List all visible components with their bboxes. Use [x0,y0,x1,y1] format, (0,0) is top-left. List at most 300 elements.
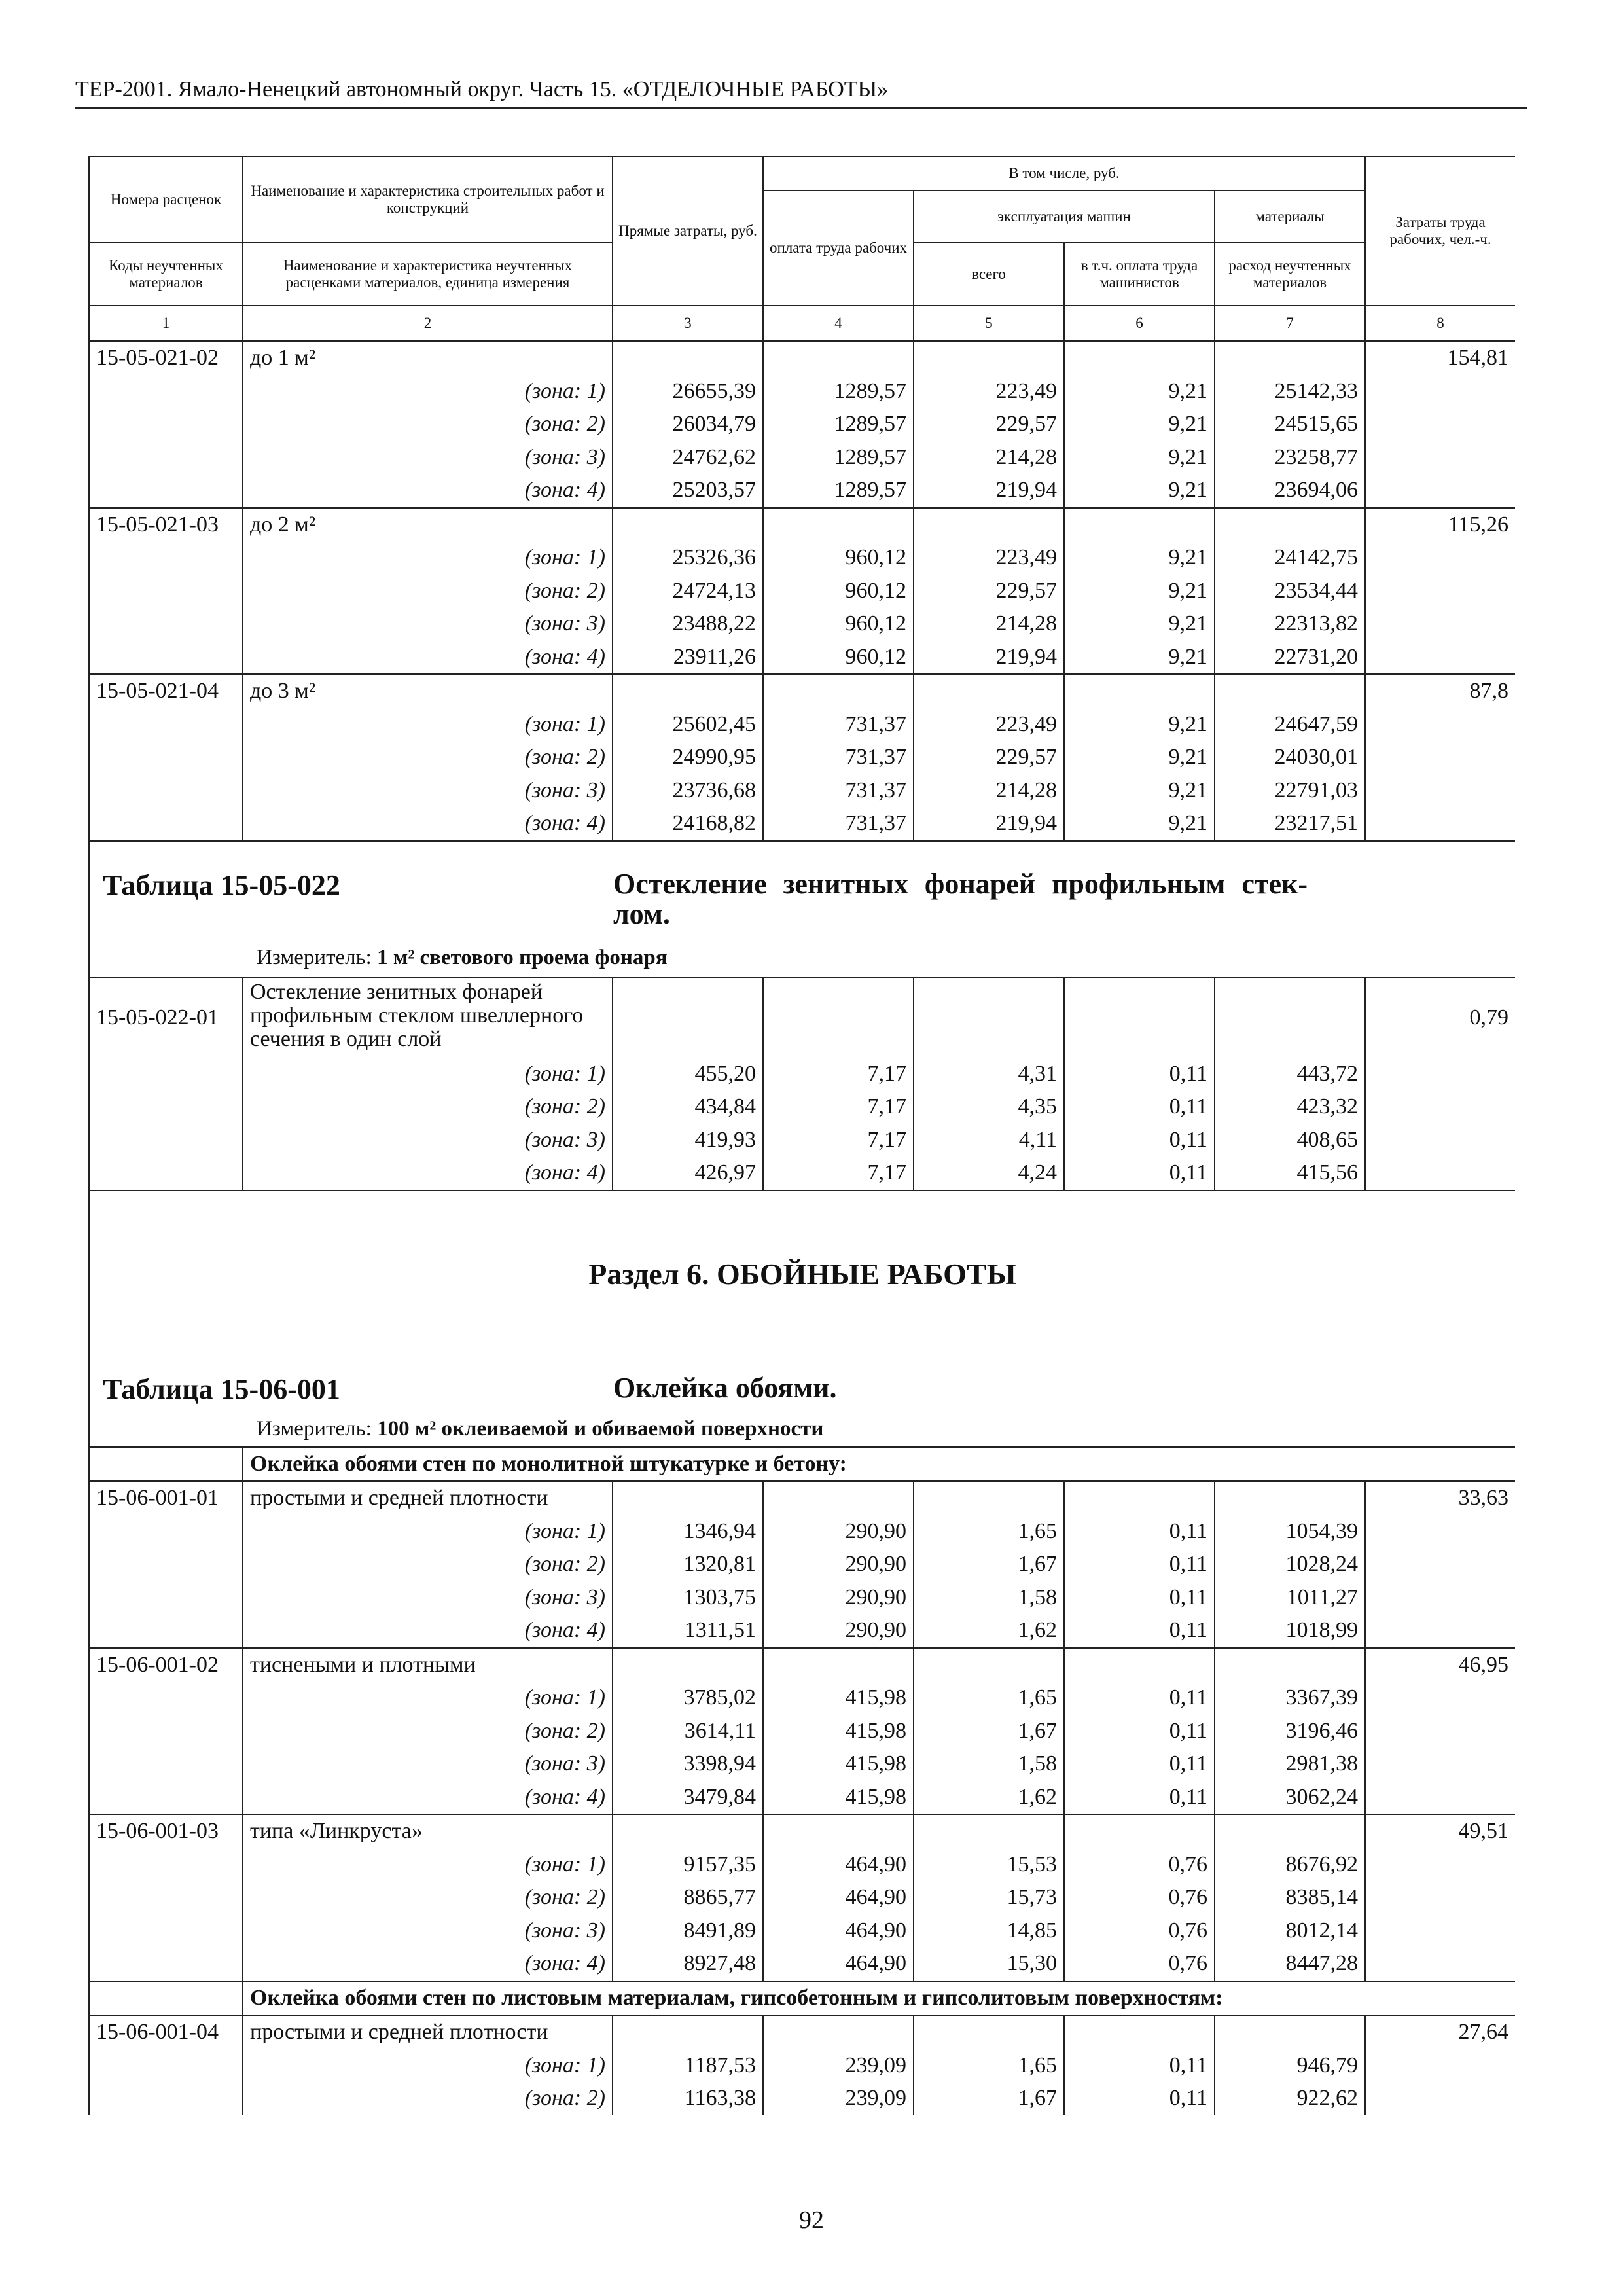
col-machines-wages: в т.ч. оплата труда машинистов [1064,243,1215,306]
col-number: 6 [1064,306,1215,341]
section-title: Раздел 6. ОБОЙНЫЕ РАБОТЫ [588,1257,1016,1291]
machines-cost: 1,62 [914,1614,1064,1648]
rate-row [89,508,1515,542]
zone-label: (зона: 4) [243,1947,613,1981]
machines-cost: 223,49 [914,708,1064,742]
cell-empty [1365,408,1515,441]
machines-wages-cost: 9,21 [1064,541,1215,575]
direct-cost: 24168,82 [613,807,763,841]
zone-row [89,1614,1515,1648]
machines-cost: 229,57 [914,741,1064,774]
cell-empty [89,774,243,808]
zone-row [89,1681,1515,1715]
cell-empty [89,607,243,641]
cell-empty [613,1648,763,1682]
wages-cost: 464,90 [763,1881,914,1914]
cell-empty [1365,641,1515,675]
wages-cost: 290,90 [763,1581,914,1615]
cell-empty [1365,575,1515,608]
machines-wages-cost: 0,11 [1064,2082,1215,2115]
direct-cost: 1311,51 [613,1614,763,1648]
machines-cost: 229,57 [914,575,1064,608]
cell-empty [89,408,243,441]
machines-wages-cost: 9,21 [1064,607,1215,641]
zone-row [89,1124,1515,1157]
zone-label: (зона: 4) [243,641,613,675]
zone-row [89,1947,1515,1981]
cell-empty [1064,341,1215,375]
rate-code: 15-06-001-01 [89,1481,243,1515]
wages-cost: 731,37 [763,708,914,742]
machines-cost: 14,85 [914,1914,1064,1948]
machines-cost: 4,31 [914,1058,1064,1091]
zone-label: (зона: 3) [243,774,613,808]
col-number: 1 [89,306,243,341]
cell-empty [914,1481,1064,1515]
materials-cost: 8012,14 [1215,1914,1365,1948]
machines-cost: 1,65 [914,1681,1064,1715]
zone-label: (зона: 2) [243,575,613,608]
zone-label: (зона: 1) [243,1681,613,1715]
cell-empty [914,2015,1064,2049]
cell-empty [1064,2015,1215,2049]
machines-wages-cost: 0,11 [1064,1581,1215,1615]
zone-label: (зона: 2) [243,1548,613,1581]
wages-cost: 7,17 [763,1090,914,1124]
cell-empty [1365,1681,1515,1715]
cell-empty [89,807,243,841]
machines-cost: 15,73 [914,1881,1064,1914]
cell-empty [914,341,1064,375]
subsection-title: Оклейка обоями стен по монолитной штукатурке и бетону: [243,1447,1515,1482]
labor-cost: 46,95 [1365,1648,1515,1682]
zone-label: (зона: 1) [243,1058,613,1091]
machines-wages-cost: 0,11 [1064,1781,1215,1815]
wages-cost: 1289,57 [763,441,914,475]
direct-cost: 3785,02 [613,1681,763,1715]
cell-empty [89,2049,243,2083]
machines-wages-cost: 9,21 [1064,708,1215,742]
machines-wages-cost: 9,21 [1064,641,1215,675]
materials-cost: 23258,77 [1215,441,1365,475]
labor-cost: 49,51 [1365,1814,1515,1848]
rate-code: 15-05-021-02 [89,341,243,375]
col-direct: Прямые затраты, руб. [613,156,763,306]
direct-cost: 1303,75 [613,1581,763,1615]
zone-row [89,641,1515,675]
zone-label: (зона: 1) [243,708,613,742]
band-table-022 [89,841,1515,977]
direct-cost: 26034,79 [613,408,763,441]
rate-name: до 2 м² [243,508,613,542]
rate-code: 15-06-001-04 [89,2015,243,2049]
table-title-line: лом. [613,897,670,930]
rate-name: типа «Линкруста» [243,1814,613,1848]
zone-label: (зона: 1) [243,2049,613,2083]
rate-name: Остекление зенитных фонарей профильным стеклом швеллерного сечения в один слой [243,977,613,1058]
table-label: Таблица 15-06-001 [103,1372,340,1405]
zone-label: (зона: 4) [243,1614,613,1648]
cell-empty [763,977,914,1058]
labor-cost: 0,79 [1365,977,1515,1058]
direct-cost: 24724,13 [613,575,763,608]
wages-cost: 290,90 [763,1515,914,1549]
machines-cost: 219,94 [914,474,1064,508]
measure-unit: 100 м² оклеиваемой и обиваемой поверхности [377,1416,824,1441]
cell-empty [89,1748,243,1781]
wages-cost: 415,98 [763,1781,914,1815]
col-name-top: Наименование и характеристика строительных работ и конструкций [243,156,613,243]
machines-cost: 1,67 [914,1548,1064,1581]
direct-cost: 9157,35 [613,1848,763,1882]
cell-empty [613,1481,763,1515]
wages-cost: 415,98 [763,1681,914,1715]
zone-label: (зона: 2) [243,1715,613,1748]
col-number: 3 [613,306,763,341]
machines-wages-cost: 9,21 [1064,474,1215,508]
direct-cost: 3479,84 [613,1781,763,1815]
table-title-line: Остекление зенитных фонарей профильным стек- [613,867,1308,900]
direct-cost: 25602,45 [613,708,763,742]
cell-empty [1365,1515,1515,1549]
materials-cost: 24647,59 [1215,708,1365,742]
wages-cost: 415,98 [763,1715,914,1748]
machines-wages-cost: 0,11 [1064,1614,1215,1648]
direct-cost: 24762,62 [613,441,763,475]
cell-empty [1215,508,1365,542]
materials-cost: 2981,38 [1215,1748,1365,1781]
rate-row [89,1648,1515,1682]
cell-empty [89,1848,243,1882]
zone-label: (зона: 1) [243,541,613,575]
machines-wages-cost: 9,21 [1064,741,1215,774]
cell-empty [89,1124,243,1157]
materials-cost: 8385,14 [1215,1881,1365,1914]
cell-empty [1365,1881,1515,1914]
col-code-top: Номера расценок [89,156,243,243]
materials-cost: 24515,65 [1215,408,1365,441]
direct-cost: 1187,53 [613,2049,763,2083]
zone-label: (зона: 4) [243,807,613,841]
cell-empty [89,575,243,608]
cell-empty [763,674,914,708]
col-materials: материалы [1215,190,1365,243]
zone-label: (зона: 2) [243,2082,613,2115]
groups-c [89,1481,1515,1981]
wages-cost: 7,17 [763,1058,914,1091]
machines-wages-cost: 0,76 [1064,1848,1215,1882]
materials-cost: 3062,24 [1215,1781,1365,1815]
machines-cost: 219,94 [914,641,1064,675]
col-number: 4 [763,306,914,341]
labor-cost: 115,26 [1365,508,1515,542]
machines-cost: 1,65 [914,1515,1064,1549]
machines-cost: 219,94 [914,807,1064,841]
zone-row [89,408,1515,441]
zone-row [89,1914,1515,1948]
machines-wages-cost: 0,76 [1064,1914,1215,1948]
cell-empty [1365,2049,1515,2083]
cell-empty [763,1814,914,1848]
cell-empty [1215,1814,1365,1848]
cell-empty [1365,1715,1515,1748]
materials-cost: 22791,03 [1215,774,1365,808]
machines-cost: 214,28 [914,774,1064,808]
col-number: 2 [243,306,613,341]
wages-cost: 960,12 [763,607,914,641]
materials-cost: 23694,06 [1215,474,1365,508]
cell-empty [1365,474,1515,508]
cell-empty [1064,977,1215,1058]
labor-cost: 27,64 [1365,2015,1515,2049]
table-title: Оклейка обоями. [613,1371,837,1404]
labor-cost: 33,63 [1365,1481,1515,1515]
cell-empty [89,1881,243,1914]
measure-prefix: Измеритель: [257,945,372,969]
labor-cost: 154,81 [1365,341,1515,375]
cell-empty [1365,774,1515,808]
cell-empty [89,474,243,508]
cell-empty [613,2015,763,2049]
machines-wages-cost: 0,11 [1064,1515,1215,1549]
direct-cost: 426,97 [613,1157,763,1191]
cell-empty [1365,708,1515,742]
zone-row [89,2082,1515,2115]
rate-name: простыми и средней плотности [243,1481,613,1515]
machines-cost: 4,24 [914,1157,1064,1191]
wages-cost: 464,90 [763,1947,914,1981]
zone-label: (зона: 4) [243,1157,613,1191]
zone-row [89,2049,1515,2083]
materials-cost: 946,79 [1215,2049,1365,2083]
wages-cost: 1289,57 [763,408,914,441]
machines-wages-cost: 9,21 [1064,807,1215,841]
rate-row [89,1814,1515,1848]
cell-empty [763,1481,914,1515]
direct-cost: 8927,48 [613,1947,763,1981]
rate-code: 15-05-021-04 [89,674,243,708]
col-machines-total: всего [914,243,1064,306]
machines-cost: 223,49 [914,541,1064,575]
cell-empty [89,1548,243,1581]
rate-name: простыми и средней плотности [243,2015,613,2049]
zone-label: (зона: 2) [243,741,613,774]
cell-empty [1365,1058,1515,1091]
materials-cost: 1028,24 [1215,1548,1365,1581]
direct-cost: 434,84 [613,1090,763,1124]
machines-wages-cost: 9,21 [1064,375,1215,408]
materials-cost: 408,65 [1215,1124,1365,1157]
cell-empty [1365,1614,1515,1648]
direct-cost: 1163,38 [613,2082,763,2115]
col-incl: В том числе, руб. [763,156,1365,190]
cell-empty [914,508,1064,542]
zone-row [89,1881,1515,1914]
direct-cost: 24990,95 [613,741,763,774]
cell-empty [1365,1124,1515,1157]
rate-row [89,674,1515,708]
materials-cost: 3196,46 [1215,1715,1365,1748]
direct-cost: 23736,68 [613,774,763,808]
machines-cost: 1,65 [914,2049,1064,2083]
machines-wages-cost: 9,21 [1064,408,1215,441]
col-number: 8 [1365,306,1515,341]
cell-empty [89,1515,243,1549]
cell-empty [89,1614,243,1648]
wages-cost: 1289,57 [763,375,914,408]
cell-empty [763,2015,914,2049]
zone-row [89,474,1515,508]
zone-row [89,1058,1515,1091]
cell-empty [89,441,243,475]
materials-cost: 22313,82 [1215,607,1365,641]
materials-cost: 25142,33 [1215,375,1365,408]
cell-empty [613,674,763,708]
cell-empty [89,708,243,742]
col-name-bottom: Наименование и характеристика неучтенных расценками материалов, единица измерения [243,243,613,306]
zone-row [89,708,1515,742]
zone-row [89,807,1515,841]
groups-a [89,341,1515,841]
cell-empty [1365,1781,1515,1815]
zone-label: (зона: 3) [243,1581,613,1615]
machines-wages-cost: 0,11 [1064,1715,1215,1748]
cell-empty [613,341,763,375]
zone-label: (зона: 2) [243,1881,613,1914]
wages-cost: 731,37 [763,807,914,841]
band-subtitle-2 [89,1981,1515,2016]
col-number: 5 [914,306,1064,341]
materials-cost: 24142,75 [1215,541,1365,575]
wages-cost: 239,09 [763,2082,914,2115]
col-code-bottom: Коды неучтенных материалов [89,243,243,306]
machines-cost: 214,28 [914,607,1064,641]
zone-label: (зона: 2) [243,1090,613,1124]
cell-empty [89,541,243,575]
wages-cost: 7,17 [763,1124,914,1157]
cell-empty [89,1157,243,1191]
direct-cost: 3614,11 [613,1715,763,1748]
machines-wages-cost: 0,11 [1064,1157,1215,1191]
machines-wages-cost: 0,11 [1064,2049,1215,2083]
zone-row [89,1157,1515,1191]
rate-code: 15-05-021-03 [89,508,243,542]
machines-cost: 1,67 [914,1715,1064,1748]
zone-label: (зона: 3) [243,441,613,475]
cell-empty [1215,1481,1365,1515]
machines-wages-cost: 0,11 [1064,1548,1215,1581]
cell-empty [1365,1548,1515,1581]
cell-empty [89,1781,243,1815]
zone-row [89,1581,1515,1615]
page-number: 92 [799,2206,824,2234]
cell-empty [1365,607,1515,641]
materials-cost: 22731,20 [1215,641,1365,675]
wages-cost: 464,90 [763,1848,914,1882]
cell-empty [1365,1157,1515,1191]
wages-cost: 960,12 [763,641,914,675]
zone-row [89,541,1515,575]
materials-cost: 415,56 [1215,1157,1365,1191]
cell-empty [1215,674,1365,708]
zone-row [89,607,1515,641]
table-title [613,869,1308,929]
cell-empty [89,1090,243,1124]
col-wages: оплата труда рабочих [763,190,914,306]
col-machines: эксплуатация машин [914,190,1215,243]
wages-cost: 290,90 [763,1548,914,1581]
subsection-title: Оклейка обоями стен по листовым материалам, гипсобетонным и гипсолитовым поверхностям: [243,1981,1515,2016]
wages-cost: 7,17 [763,1157,914,1191]
wages-cost: 290,90 [763,1614,914,1648]
table-measure [257,941,668,974]
zone-row [89,441,1515,475]
materials-cost: 1018,99 [1215,1614,1365,1648]
direct-cost: 26655,39 [613,375,763,408]
table-label: Таблица 15-05-022 [103,869,340,901]
page-header: ТЕР-2001. Ямало-Ненецкий автономный округ. Часть 15. «ОТДЕЛОЧНЫЕ РАБОТЫ» [75,77,1527,109]
materials-cost: 1011,27 [1215,1581,1365,1615]
materials-cost: 3367,39 [1215,1681,1365,1715]
labor-cost: 87,8 [1365,674,1515,708]
cell-empty [1215,1648,1365,1682]
zone-row [89,1515,1515,1549]
cell-empty [1064,508,1215,542]
cell-empty [914,1648,1064,1682]
cell-empty [89,1581,243,1615]
rate-row [89,977,1515,1058]
direct-cost: 455,20 [613,1058,763,1091]
cell-empty [89,1715,243,1748]
zone-label: (зона: 3) [243,1124,613,1157]
measure-unit: 1 м² светового проема фонаря [377,945,668,969]
machines-cost: 223,49 [914,375,1064,408]
machines-cost: 1,67 [914,2082,1064,2115]
machines-cost: 4,35 [914,1090,1064,1124]
machines-cost: 1,58 [914,1581,1064,1615]
cell-empty [914,674,1064,708]
cell-empty [1064,674,1215,708]
zone-row [89,375,1515,408]
cell-empty [613,1814,763,1848]
cell-empty [763,1648,914,1682]
zone-row [89,1781,1515,1815]
cell-empty [763,508,914,542]
col-number: 7 [1215,306,1365,341]
cell-empty [1365,741,1515,774]
groups-b [89,977,1515,1191]
rate-name: тиснеными и плотными [243,1648,613,1682]
cell-empty [613,977,763,1058]
zone-label: (зона: 1) [243,1515,613,1549]
cell-empty [1365,2082,1515,2115]
band-section-6 [89,1191,1515,1482]
cell-empty [89,1947,243,1981]
machines-wages-cost: 9,21 [1064,774,1215,808]
cell-empty [89,1914,243,1948]
zone-label: (зона: 1) [243,1848,613,1882]
rate-row [89,1481,1515,1515]
cell-empty [1365,1581,1515,1615]
materials-cost: 23534,44 [1215,575,1365,608]
zone-label: (зона: 3) [243,1914,613,1948]
wages-cost: 731,37 [763,741,914,774]
table-head [89,156,1515,341]
direct-cost: 23911,26 [613,641,763,675]
cell-empty [89,641,243,675]
rate-code: 15-05-022-01 [89,977,243,1058]
zone-row [89,774,1515,808]
